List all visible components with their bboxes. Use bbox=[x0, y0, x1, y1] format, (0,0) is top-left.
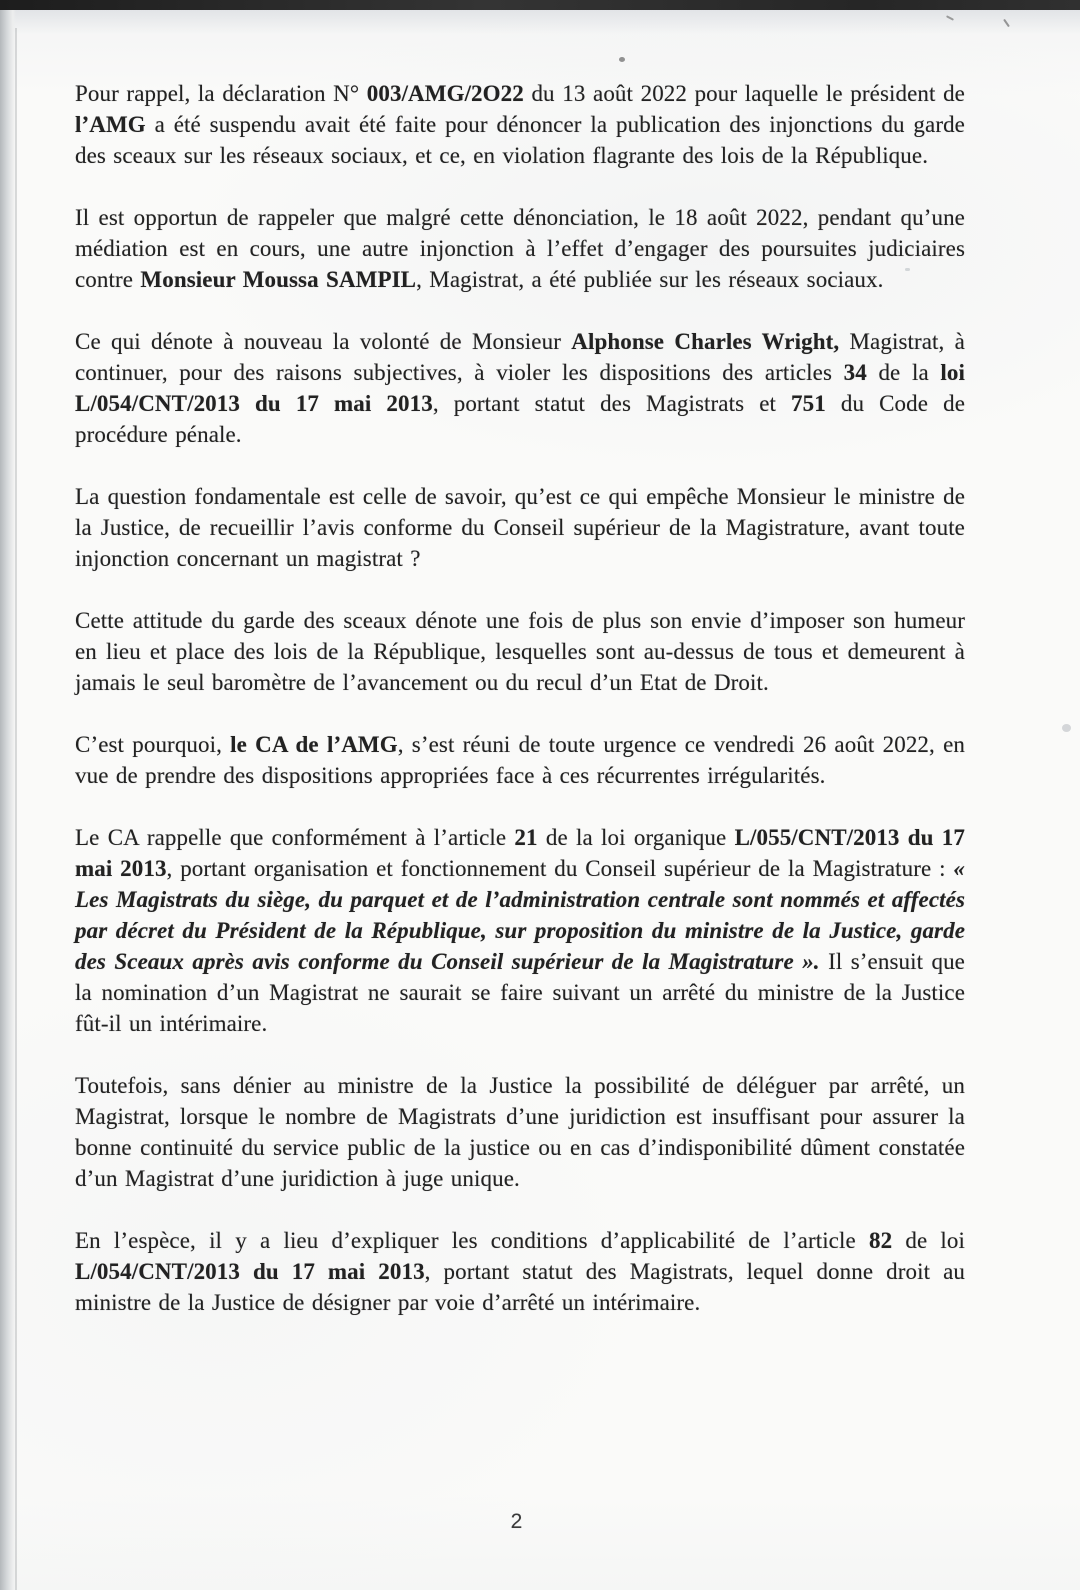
document-paragraphs bbox=[75, 78, 965, 1349]
text-segment: du 13 août 2022 pour laquelle le président de bbox=[523, 81, 965, 106]
scan-speck bbox=[1062, 724, 1071, 732]
text-segment: le CA de l’AMG bbox=[230, 732, 398, 757]
page-number: 2 bbox=[510, 1510, 523, 1533]
text-segment: Cette attitude du garde des sceaux dénote une fois de plus son envie d’imposer son humeur en lieu et place des lois de la République, lesquelles sont au-dessus de tous et demeurent à jamais le seul baromètre de l’avancement ou du recul d’un Etat de Droit. bbox=[75, 608, 965, 695]
text-segment: Toutefois, sans dénier au ministre de la Justice la possibilité de déléguer par arrêté, un Magistrat, lorsque le nombre de Magistrats d’une juridiction est insuffisant pour assurer la bonne continuité du service public de la justice ou en cas d’indisponibilité dûment constatée d’un Magistrat d’une juridiction à juge unique. bbox=[75, 1073, 965, 1191]
text-segment: Alphonse Charles Wright, bbox=[571, 329, 840, 354]
text-segment: « Les Magistrats du siège, du parquet et de l’administration centrale sont nommés et affectés par décret du Président de la République, sur proposition du ministre de la Justice, garde des Sceaux après avis conforme du Conseil supérieur de la Magistrature ». bbox=[75, 856, 965, 974]
paragraph bbox=[75, 202, 965, 295]
text-segment: L/055/CNT/2013 du 17 mai 2013 bbox=[75, 825, 965, 881]
text-segment: C’est pourquoi, bbox=[75, 732, 231, 757]
text-segment: de la loi organique bbox=[537, 825, 735, 850]
paragraph bbox=[75, 326, 965, 450]
text-segment: La question fondamentale est celle de savoir, qu’est ce qui empêche Monsieur le ministre de la Justice, de recueillir l’avis conforme du Conseil supérieur de la Magistrature, avant toute injonction concernant un magistrat ? bbox=[75, 484, 965, 571]
paragraph bbox=[75, 78, 965, 171]
paragraph bbox=[75, 1225, 965, 1318]
text-segment: Monsieur Moussa SAMPIL bbox=[140, 267, 417, 292]
scan-top-shadow bbox=[0, 10, 1080, 34]
text-segment: , portant organisation et fonctionnement du Conseil supérieur de la Magistrature : bbox=[166, 856, 954, 881]
paragraph bbox=[75, 481, 965, 574]
text-segment: Il s’ensuit que la nomination d’un Magistrat ne saurait se faire suivant un arrêté du ministre de la Justice fût-il un intérimaire. bbox=[75, 949, 965, 1036]
text-segment: loi L/054/CNT/2013 du 17 mai 2013 bbox=[75, 360, 965, 416]
text-segment: 21 bbox=[514, 825, 538, 850]
text-segment: du Code de procédure pénale. bbox=[75, 391, 965, 447]
text-segment: En l’espèce, il y a lieu d’expliquer les conditions d’applicabilité de l’article bbox=[75, 1228, 869, 1253]
paragraph bbox=[75, 822, 965, 1039]
text-segment: de loi bbox=[892, 1228, 965, 1253]
text-segment: 751 bbox=[791, 391, 826, 416]
text-segment: l’AMG bbox=[75, 112, 146, 137]
text-segment: , portant statut des Magistrats, lequel donne droit au ministre de la Justice de désigner par voie d’arrêté un intérimaire. bbox=[75, 1259, 965, 1315]
text-segment: 003/AMG/2O22 bbox=[366, 81, 524, 106]
text-segment: Pour rappel, la déclaration N° bbox=[75, 81, 367, 106]
text-segment: , portant statut des Magistrats et bbox=[432, 391, 792, 416]
text-segment: a été suspendu avait été faite pour dénoncer la publication des injonctions du garde des sceaux sur les réseaux sociaux, et ce, en violation flagrante des lois de la République. bbox=[75, 112, 965, 168]
text-segment: 34 bbox=[843, 360, 867, 385]
text-segment: Magistrat, à continuer, pour des raisons subjectives, à violer les dispositions des articles bbox=[75, 329, 965, 385]
paragraph bbox=[75, 1070, 965, 1194]
text-segment: Il est opportun de rappeler que malgré cette dénonciation, le 18 août 2022, pendant qu’une médiation est en cours, une autre injonction à l’effet d’engager des poursuites judiciaires contre bbox=[75, 205, 965, 292]
text-segment: , Magistrat, a été publiée sur les réseaux sociaux. bbox=[416, 267, 884, 292]
text-segment: L/054/CNT/2013 du 17 mai 2013 bbox=[75, 1259, 425, 1284]
paragraph bbox=[75, 729, 965, 791]
scan-speck bbox=[619, 57, 625, 62]
page-left-edge-shadow bbox=[0, 10, 16, 1590]
text-segment: , s’est réuni de toute urgence ce vendredi 26 août 2022, en vue de prendre des dispositions appropriées face à ces récurrentes irrégularités. bbox=[75, 732, 965, 788]
text-segment: Ce qui dénote à nouveau la volonté de Monsieur bbox=[75, 329, 572, 354]
text-segment: 82 bbox=[868, 1228, 893, 1253]
page-edge-line bbox=[15, 28, 17, 1590]
paragraph bbox=[75, 605, 965, 698]
scan-top-edge bbox=[0, 0, 1080, 10]
text-segment: de la bbox=[866, 360, 941, 385]
text-segment: Le CA rappelle que conformément à l’article bbox=[75, 825, 515, 850]
